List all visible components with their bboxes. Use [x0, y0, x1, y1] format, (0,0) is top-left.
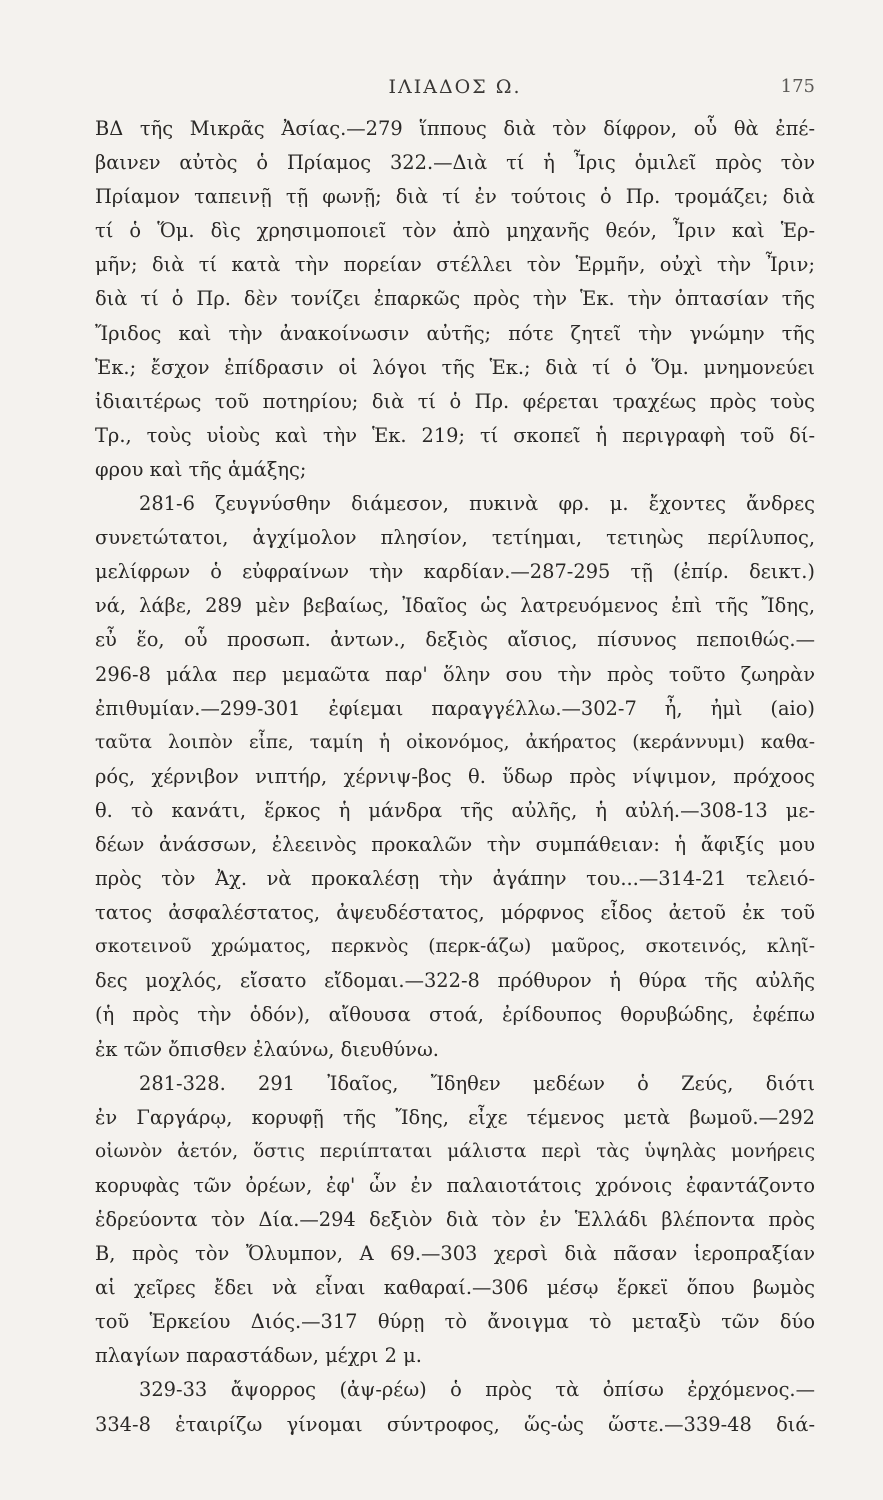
- text-line: ἐπιθυμίαν.—299-301 ἐφίεμαι παραγγέλλω.—302-7 ἦ, ἠμὶ (aio): [95, 696, 815, 720]
- text-line: αἱ χεῖρες ἔδει νὰ εἶναι καθαραί.—306 μέσῳ ἕρκεϊ ὅπου βωμὸς: [95, 1276, 815, 1300]
- text-line: ἐν Γαργάρῳ, κορυφῇ τῆς Ἴδης, εἶχε τέμενος μετὰ βωμοῦ.—292: [95, 1105, 815, 1129]
- text-line: 281-328. 291 Ἰδαῖος, Ἴδηθεν μεδέων ὁ Ζεύς, διότι: [139, 1071, 815, 1095]
- text-line: κορυφὰς τῶν ὀρέων, ἐφ' ὧν ἐν παλαιοτάτοις χρόνοις ἐφαντάζοντο: [95, 1173, 815, 1197]
- text-line: 296-8 μάλα περ μεμαῶτα παρ' ὅλην σου τὴν πρὸς τοῦτο ζωηρὰν: [95, 662, 815, 686]
- text-line: ἑδρεύοντα τὸν Δία.—294 δεξιὸν διὰ τὸν ἐν Ἑλλάδι βλέποντα πρὸς: [95, 1208, 815, 1231]
- text-line: τί ὁ Ὅμ. δὶς χρησιμοποιεῖ τὸν ἀπὸ μηχανῆς θεόν, Ἶριν καὶ Ἑρ-: [95, 219, 815, 243]
- text-line: (ἡ πρὸς τὴν ὁδόν), αἴθουσα στοά, ἐρίδουπος θορυβώδης, ἐφέπω: [95, 1003, 815, 1027]
- text-line: Β, πρὸς τὸν Ὄλυμπον, Α 69.—303 χερσὶ διὰ πᾶσαν ἱεροπραξίαν: [95, 1242, 815, 1266]
- text-line: νά, λάβε, 289 μὲν βεβαίως, Ἰδαῖος ὡς λατρευόμενος ἐπὶ τῆς Ἴδης,: [95, 594, 815, 618]
- text-line: ἐκ τῶν ὄπισθεν ἐλαύνω, διευθύνω.: [95, 1037, 439, 1061]
- text-line: πρὸς τὸν Ἀχ. νὰ προκαλέσῃ τὴν ἀγάπην του...—314-21 τελειό-: [95, 867, 815, 891]
- text-line: τοῦ Ἑρκείου Διός.—317 θύρῃ τὸ ἄνοιγμα τὸ μεταξὺ τῶν δύο: [95, 1310, 815, 1334]
- text-line: μελίφρων ὁ εὐφραίνων τὴν καρδίαν.—287-295 τῇ (ἐπίρ. δεικτ.): [95, 560, 815, 584]
- text-line: Ἑκ.; ἔσχον ἐπίδρασιν οἱ λόγοι τῆς Ἑκ.; διὰ τί ὁ Ὅμ. μνημονεύει: [95, 355, 815, 379]
- text-line: φρου καὶ τῆς ἁμάξης;: [95, 457, 307, 481]
- text-line: θ. τὸ κανάτι, ἕρκος ἡ μάνδρα τῆς αὐλῆς, ἡ αὐλή.—308-13 με-: [95, 798, 815, 822]
- text-line: σκοτεινοῦ χρώματος, περκνὸς (περκ-άζω) μαῦρος, σκοτεινός, κληῖ-: [95, 936, 815, 958]
- page-number: 175: [780, 76, 815, 97]
- text-line: δες μοχλός, εἴσατο εἴδομαι.—322-8 πρόθυρον ἡ θύρα τῆς αὐλῆς: [95, 969, 815, 993]
- text-line: 281-6 ζευγνύσθην διάμεσον, πυκινὰ φρ. μ. ἔχοντες ἄνδρες: [139, 492, 815, 516]
- text-line: μῆν; διὰ τί κατὰ τὴν πορείαν στέλλει τὸν Ἑρμῆν, οὐχὶ τὴν Ἶριν;: [95, 253, 815, 277]
- text-line: εὖ ἕο, οὗ προσωπ. ἀντων., δεξιὸς αἴσιος, πίσυνος πεποιθώς.—: [95, 628, 815, 652]
- page-header: [95, 72, 815, 112]
- text-line: ταῦτα λοιπὸν εἶπε, ταμίη ἡ οἰκονόμος, ἀκήρατος (κεράννυμι) καθα-: [95, 731, 815, 753]
- text-line: οἰωνὸν ἀετόν, ὅστις περιίπταται μάλιστα περὶ τὰς ὑψηλὰς μονήρεις: [95, 1140, 815, 1162]
- text-line: 334-8 ἑταιρίζω γίνομαι σύντροφος, ὥς-ὡς ὥστε.—339-48 διά-: [95, 1412, 815, 1436]
- text-line: Ἴριδος καὶ τὴν ἀνακοίνωσιν αὐτῆς; πότε ζητεῖ τὴν γνώμην τῆς: [95, 321, 815, 345]
- text-line: τατος ἀσφαλέστατος, ἀψευδέστατος, μόρφνος εἶδος ἀετοῦ ἐκ τοῦ: [95, 901, 815, 925]
- text-line: συνετώτατοι, ἀγχίμολον πλησίον, τετίημαι, τετιηὼς περίλυπος,: [95, 526, 815, 550]
- text-line: ρός, χέρνιβον νιπτήρ, χέρνιψ-βος θ. ὕδωρ πρὸς νίψιμον, πρόχοος: [95, 764, 815, 788]
- text-line: 329-33 ἄψορρος (ἀψ-ρέω) ὁ πρὸς τὰ ὀπίσω ἐρχόμενος.—: [139, 1378, 815, 1402]
- commentary-text: [95, 112, 815, 1442]
- running-head: ΙΛΙΑΔΟΣ Ω.: [388, 76, 522, 98]
- text-line: ΒΔ τῆς Μικρᾶς Ἀσίας.—279 ἵππους διὰ τὸν δίφρον, οὗ θὰ ἐπέ-: [95, 117, 815, 140]
- text-line: ἰδιαιτέρως τοῦ ποτηρίου; διὰ τί ὁ Πρ. φέρεται τραχέως πρὸς τοὺς: [95, 389, 815, 413]
- text-line: βαινεν αὐτὸς ὁ Πρίαμος 322.—Διὰ τί ἡ Ἶρις ὁμιλεῖ πρὸς τὸν: [95, 151, 815, 175]
- text-line: πλαγίων παραστάδων, μέχρι 2 μ.: [95, 1344, 422, 1368]
- text-line: Πρίαμον ταπεινῇ τῇ φωνῇ; διὰ τί ἐν τούτοις ὁ Πρ. τρομάζει; διὰ: [95, 185, 815, 209]
- text-line: δέων ἀνάσσων, ἐλεεινὸς προκαλῶν τὴν συμπάθειαν: ἡ ἄφιξίς μου: [95, 832, 815, 856]
- text-line: διὰ τί ὁ Πρ. δὲν τονίζει ἐπαρκῶς πρὸς τὴν Ἑκ. τὴν ὀπτασίαν τῆς: [95, 287, 815, 311]
- text-line: Τρ., τοὺς υἱοὺς καὶ τὴν Ἑκ. 219; τί σκοπεῖ ἡ περιγραφὴ τοῦ δί-: [95, 423, 815, 447]
